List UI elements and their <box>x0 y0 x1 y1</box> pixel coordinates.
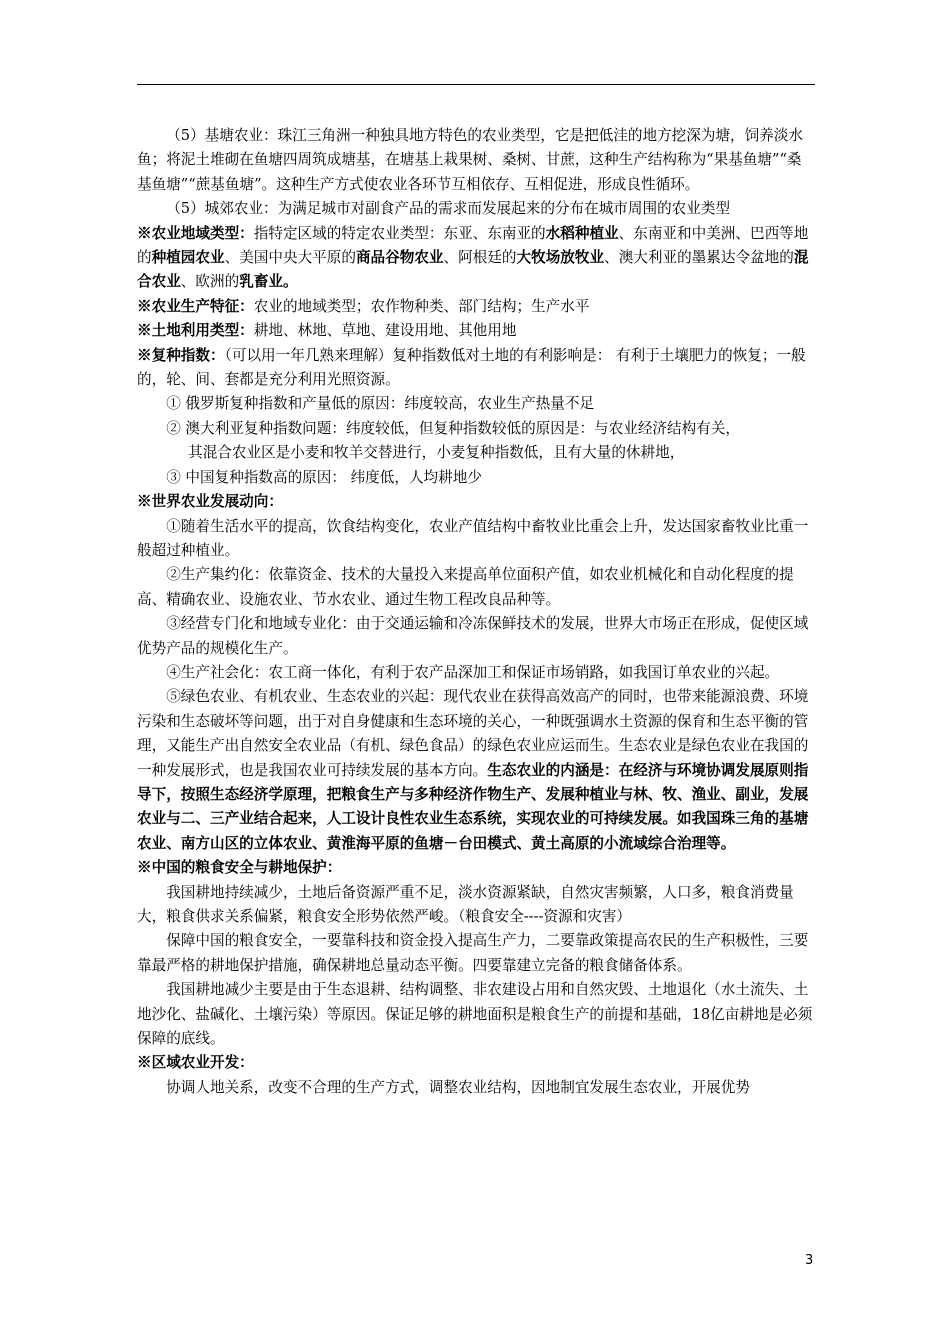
section-heading: ※土地利用类型： <box>137 322 254 340</box>
header-rule <box>137 84 815 85</box>
section-land-use: ※土地利用类型：耕地、林地、草地、建设用地、其他用地 <box>137 322 517 340</box>
section-production-features: ※农业生产特征：农业的地域类型；农作物种类、部门结构；生产水平 <box>137 297 590 315</box>
section-heading-regional-development: ※区域农业开发： <box>137 1054 254 1072</box>
list-item: ①随着生活水平的提高，饮食结构变化，农业产值结构中畜牧业比重会上升，发达国家畜牧业比重一般超过种植业。 <box>137 517 809 559</box>
list-item: ②生产集约化：依靠资金、技术的大量投入来提高单位面积产值，如农业机械化和自动化程度的提高、精确农业、设施农业、节水农业、通过生物工程改良品种等。 <box>137 566 794 608</box>
paragraph: 保障中国的粮食安全，一要靠科技和资金投入提高生产力，二要靠政策提高农民的生产积极性，三要靠最严格的耕地保护措施，确保耕地总量动态平衡。四要靠建立完备的粮食储备体系。 <box>137 932 809 974</box>
list-item: ④生产社会化：农工商一体化，有利于农产品深加工和保证市场销路，如我国订单农业的兴起。 <box>166 663 780 681</box>
section-heading: ※农业地域类型： <box>137 224 254 242</box>
paragraph-chengjiao: （5）城郊农业：为满足城市对副食产品的需求而发展起来的分布在城市周围的农业类型 <box>166 200 731 218</box>
list-item: ③经营专门化和地域专业化：由于交通运输和冷冻保鲜技术的发展，世界大市场正在形成，促使区域优势产品的规模化生产。 <box>137 615 809 657</box>
page-number: 3 <box>805 1253 814 1268</box>
list-item: ② 澳大利亚复种指数问题：纬度较低，但复种指数较低的原因是：与农业经济结构有关， <box>166 419 740 437</box>
section-heading-food-security: ※中国的粮食安全与耕地保护： <box>137 859 342 877</box>
paragraph: 我国耕地减少主要是由于生态退耕、结构调整、非农建设占用和自然灾毁、土地退化（水土流失、土地沙化、盐碱化、土壤污染）等原因。保证足够的耕地面积是粮食生产的前提和基础，18亿亩耕地是必须保障的底线。 <box>137 981 813 1048</box>
page-body <box>137 124 815 1100</box>
list-item: ③ 中国复种指数高的原因： 纬度低，人均耕地少 <box>166 468 482 486</box>
list-item-continuation: 其混合农业区是小麦和牧羊交替进行，小麦复种指数低，且有大量的休耕地， <box>188 444 685 462</box>
section-multiple-cropping: ※复种指数：（可以用一年几熟来理解）复种指数低对土地的有利影响是： 有利于土壤肥力的恢复；一般的，轮、间、套都是充分利用光照资源。 <box>137 346 806 389</box>
list-item: ⑤绿色农业、有机农业、生态农业的兴起：现代农业在获得高效高产的同时，也带来能源浪费、环境污染和生态破坏等问题，出于对自身健康和生态环境的关心，一种既强调水土资源的保育和生态平衡的管理，又能生产出自然安全农业品（有机、绿色食品）的绿色农业应运而生。生态农业是绿色农业在我国的一种发展形式，也是我国农业可持续发展的基本方向。生态农业的内涵是：在经济与环境协调发展原则指导下，按照生态经济学原理，把粮食生产与多种经济作物生产、发展种植业与林、牧、渔业、副业，发展农业与二、三产业结合起来，人工设计良性农业生态系统，实现农业的可持续发展。如我国珠三角的基塘农业、南方山区的立体农业、黄淮海平原的鱼塘－台田模式、黄土高原的小流域综合治理等。 <box>137 688 809 852</box>
section-regional-types: ※农业地域类型：指特定区域的特定农业类型：东亚、东南亚的水稻种植业、东南亚和中美洲、巴西等地的种植园农业、美国中央大平原的商品谷物农业、阿根廷的大牧场放牧业、澳大利亚的墨累达令盆地的混合农业、欧洲的乳畜业。 <box>137 224 809 291</box>
paragraph-jitang: （5）基塘农业：珠江三角洲一种独具地方特色的农业类型，它是把低洼的地方挖深为塘，饲养淡水鱼；将泥土堆砌在鱼塘四周筑成塘基，在塘基上栽果树、桑树、甘蔗，这种生产结构称为“果基鱼塘”“桑基鱼塘”“蔗基鱼塘”。这种生产方式使农业各环节互相依存、互相促进，形成良性循环。 <box>137 127 804 193</box>
paragraph: 协调人地关系，改变不合理的生产方式，调整农业结构，因地制宜发展生态农业，开展优势 <box>166 1078 750 1096</box>
section-heading-world-trends: ※世界农业发展动向： <box>137 493 283 511</box>
section-heading: ※复种指数： <box>137 346 225 364</box>
paragraph: 我国耕地持续减少，土地后备资源严重不足，淡水资源紧缺，自然灾害频繁，人口多，粮食消费量大，粮食供求关系偏紧，粮食安全形势依然严峻。（粮食安全----资源和灾害） <box>137 883 794 925</box>
section-heading: ※农业生产特征： <box>137 297 254 315</box>
list-item: ① 俄罗斯复种指数和产量低的原因：纬度较高，农业生产热量不足 <box>166 395 595 413</box>
